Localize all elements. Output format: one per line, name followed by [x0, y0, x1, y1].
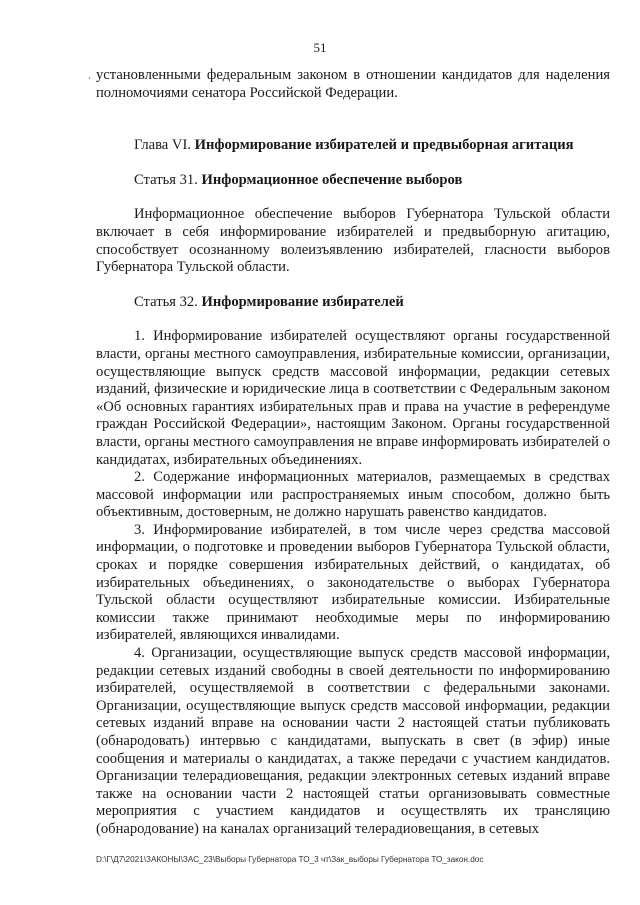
chapter-title: Информирование избирателей и предвыборная агитация — [194, 137, 574, 154]
article-31-heading — [96, 172, 610, 190]
article-32-title: Информирование избирателей — [201, 293, 404, 310]
file-path-footer: D:\Г\Д7\2021\ЗАКОНЫ\ЗАС_23\Выборы Губернатора ТО_3 чт\Зак_выборы Губернатора ТО_закон.doc — [96, 855, 484, 864]
article-32-prefix: Статья 32. — [134, 293, 198, 310]
article-32-paragraph-1: 1. Информирование избирателей осуществляют органы государственной власти, органы местного самоуправления, избирательные комиссии, организации, осуществляющие выпуск средств массовой информации, редакции сетевых изданий, физические и юридические лица в соответствии с Федеральным законом «Об основных гарантиях избирательных прав и права на участие в референдуме граждан Российской Федерации», настоящим Законом. Органы государственной власти, органы местного самоуправления не вправе информировать избирателей о кандидатах, избирательных объединениях. — [96, 328, 610, 468]
scan-speck — [89, 77, 90, 79]
article-32-paragraph-3: 3. Информирование избирателей, в том числе через средства массовой информации, о подготовке и проведении выборов Губернатора Тульской области, сроках и порядке совершения избирательных действий, о кандидатах, об избирательных объединениях, о законодательстве о выборах Губернатора Тульской области осуществляют избирательные комиссии. Избирательные комиссии также принимают необходимые меры по информированию избирателей, являющихся инвалидами. — [96, 521, 610, 644]
document-body — [96, 67, 610, 839]
article-32-paragraph-2: 2. Содержание информационных материалов, размещаемых в средствах массовой информации или распространяемых иным способом, должно быть объективным, достоверным, не должно нарушать равенство кандидатов. — [96, 469, 610, 521]
chapter-heading — [96, 137, 610, 155]
article-32-heading — [96, 294, 610, 312]
continuation-paragraph: установленными федеральным законом в отношении кандидатов для наделения полномочиями сенатора Российской Федерации. — [96, 67, 610, 101]
article-32-paragraph-4: 4. Организации, осуществляющие выпуск средств массовой информации, редакции сетевых изданий свободны в своей деятельности по информированию избирателей, осуществляемой в соответствии с федеральными законами. Организации, осуществляющие выпуск средств массовой информации, редакции сетевых изданий вправе на основании части 2 настоящей статьи публиковать (обнародовать) интервью с кандидатами, выпускать в свет (в эфир) иные сообщения и материалы о кандидатах, а также передачи с участием кандидатов. Организации телерадиовещания, редакции электронных сетевых изданий вправе также на основании части 2 настоящей статьи организовывать совместные мероприятия с участием кандидатов и осуществлять их трансляцию (обнародование) на каналах организаций телерадиовещания, в сетевых — [96, 645, 610, 837]
page-number: 51 — [313, 40, 327, 55]
article-31-text: Информационное обеспечение выборов Губернатора Тульской области включает в себя информирование избирателей и предвыборную агитацию, способствует осознанному волеизъявлению избирателей, гласности выборов Губернатора Тульской области. — [96, 206, 610, 276]
article-31-title: Информационное обеспечение выборов — [201, 171, 463, 188]
article-31-prefix: Статья 31. — [134, 171, 198, 188]
chapter-prefix: Глава VI. — [134, 137, 191, 154]
